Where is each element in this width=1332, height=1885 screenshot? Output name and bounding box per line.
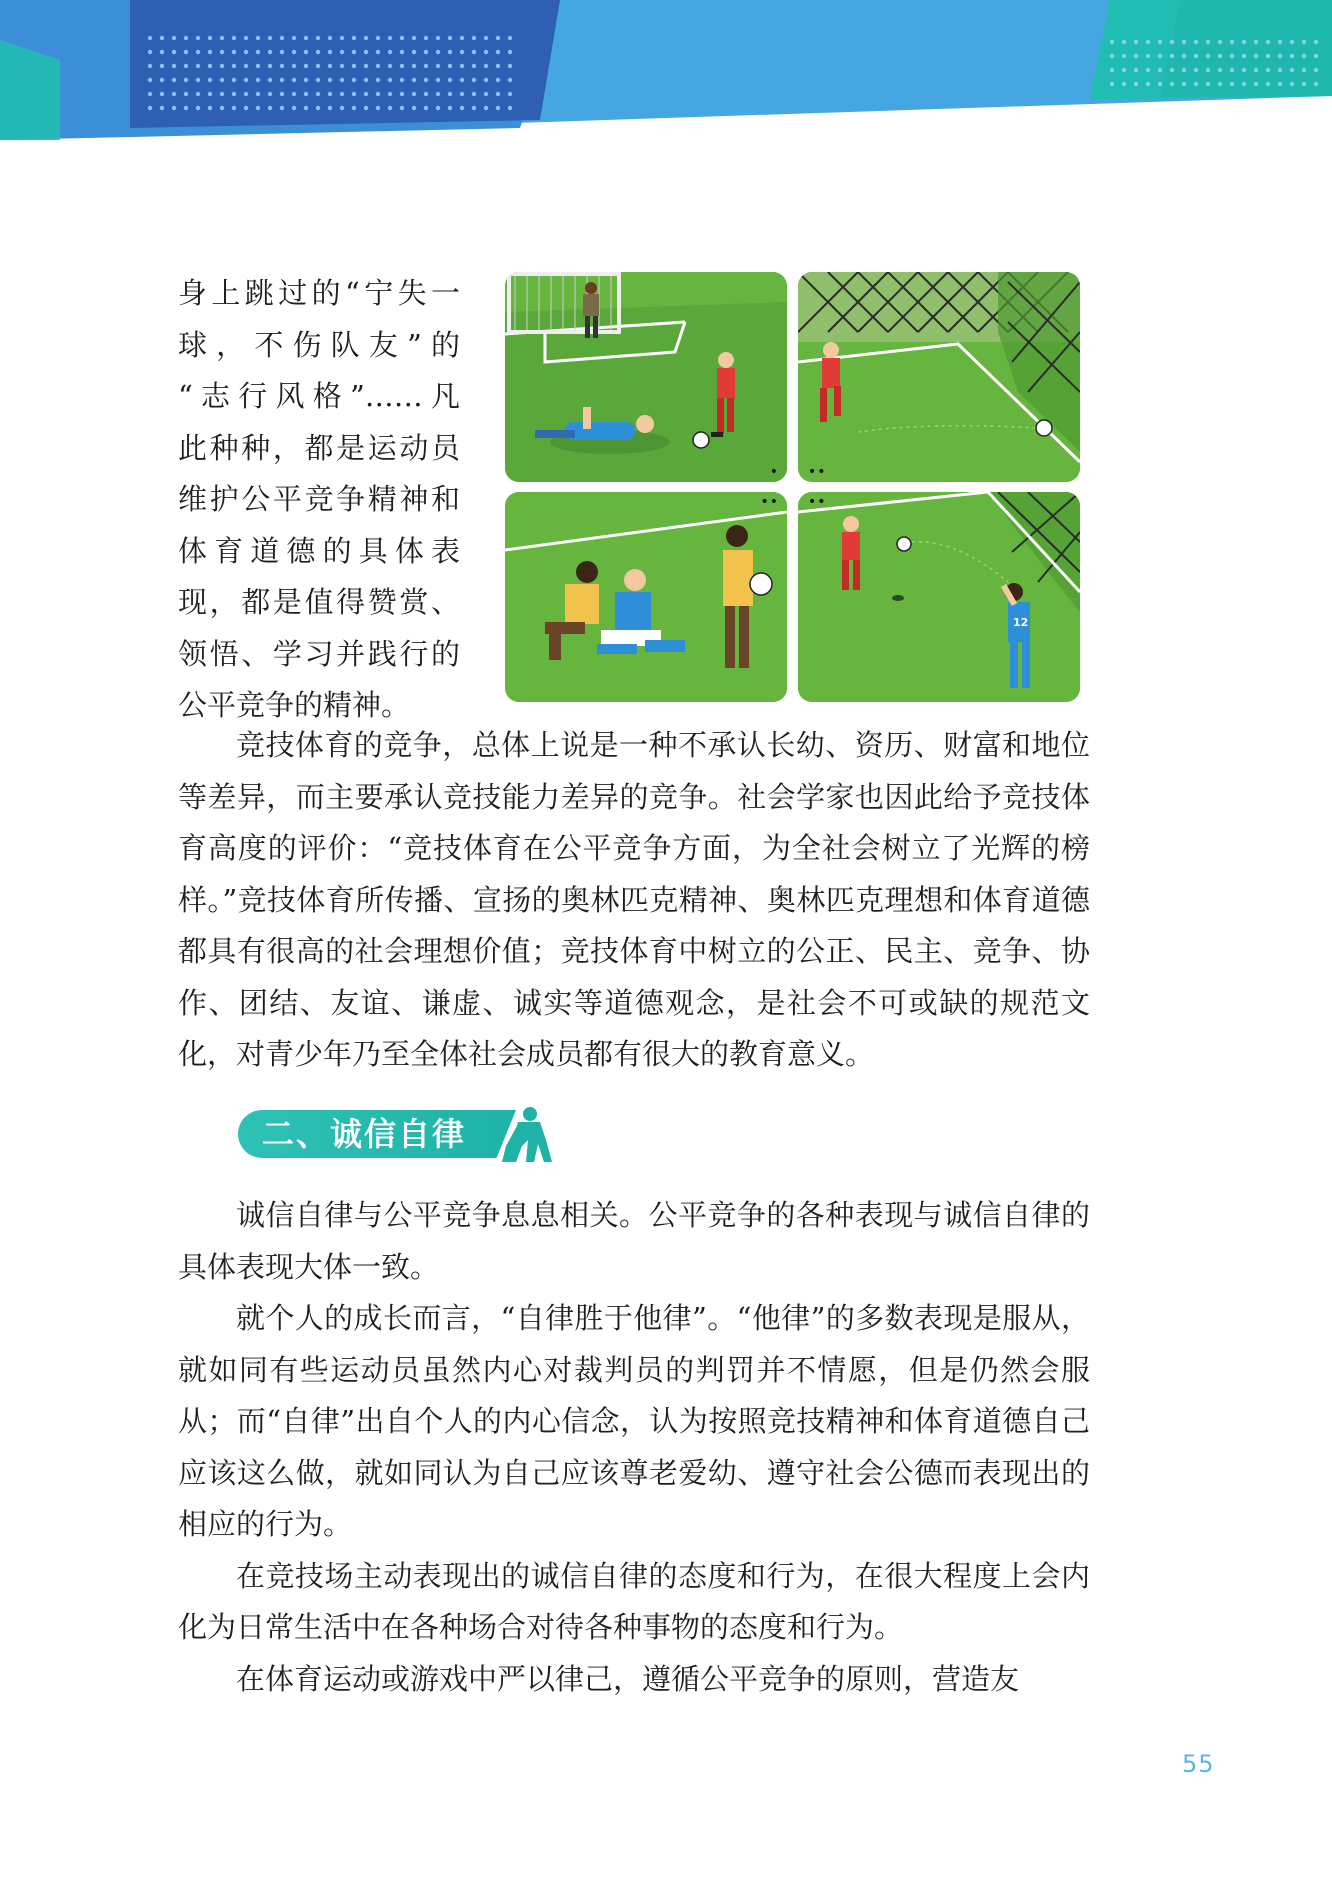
side-text-line: 领悟、学习并践行的	[178, 636, 460, 671]
side-text-column	[178, 268, 460, 732]
body-paragraph: 就个人的成长而言，“自律胜于他律”。“他律”的多数表现是服从，就如同有些运动员虽然内心对裁判员的判罚并不情愿，但是仍然会服从；而“自律”出自个人的内心信念，认为按照竞技精神和体育道德自己应该这么做，就如同认为自己应该尊老爱幼、遵守社会公德而表现出的相应的行为。	[178, 1301, 1090, 1541]
body-paragraph: 诚信自律与公平竞争息息相关。公平竞争的各种表现与诚信自律的具体表现大体一致。	[178, 1198, 1090, 1284]
side-text-line: 身上跳过的“宁失一	[178, 276, 460, 310]
section-heading	[238, 1106, 558, 1160]
side-text-line: 体育道德的具体表	[178, 533, 460, 568]
comic-panel-return-ball	[798, 492, 1080, 702]
side-text-line: “志行风格”……凡	[178, 379, 460, 413]
body-paragraph: 竞技体育的竞争，总体上说是一种不承认长幼、资历、财富和地位等差异，而主要承认竞技能力差异的竞争。社会学家也因此给予竞技体育高度的评价：“竞技体育在公平竞争方面，为全社会树立了光辉的榜样。”竞技体育所传播、宣扬的奥林匹克精神、奥林匹克理想和体育道德都具有很高的社会理想价值；竞技体育中树立的公正、民主、竞争、协作、团结、友谊、谦虚、诚实等道德观念，是社会不可或缺的规范文化，对青少年乃至全体社会成员都有很大的教育意义。	[178, 728, 1090, 1071]
header-band	[0, 0, 1332, 150]
comic-panel-kick-out	[798, 272, 1080, 482]
panel-marker: ••	[808, 464, 827, 480]
panel4-jersey-number: 12	[1013, 616, 1029, 629]
body-paragraph: 在竞技场主动表现出的诚信自律的态度和行为，在很大程度上会内化为日常生活中在各种场合对待各种事物的态度和行为。	[178, 1558, 1090, 1644]
side-text-line: 公平竞争的精神。	[178, 688, 411, 722]
body-text-top	[178, 720, 1090, 1081]
sprinter-icon	[496, 1106, 556, 1164]
side-text-line: 维护公平竞争精神和	[178, 482, 460, 516]
section-title: 二、诚信自律	[262, 1115, 467, 1153]
side-text-line: 现，都是值得赞赏、	[178, 585, 460, 619]
comic-panel-injured-player	[505, 272, 787, 482]
panel-marker: ••	[760, 494, 779, 510]
soccer-comic-illustration	[505, 272, 1080, 700]
page-number: 55	[1182, 1750, 1215, 1778]
comic-panel-medical-help	[505, 492, 787, 702]
side-text-line: 球，不伤队友”的	[178, 327, 460, 362]
side-text-line: 此种种，都是运动员	[178, 430, 460, 465]
body-paragraph: 在体育运动或游戏中严以律己，遵循公平竞争的原则，营造友	[236, 1661, 1020, 1696]
panel-marker: ••	[808, 494, 827, 510]
body-text-bottom	[178, 1190, 1090, 1705]
panel-marker: •	[769, 464, 779, 480]
